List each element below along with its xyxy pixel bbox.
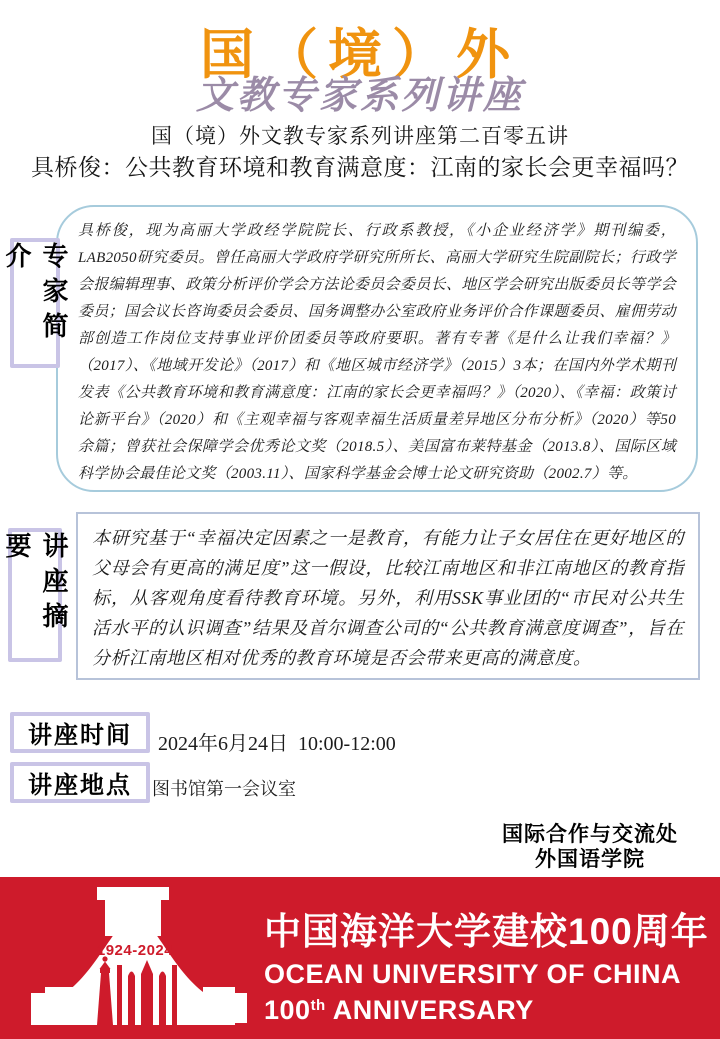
lecture-place-value: 图书馆第一会议室 (152, 779, 296, 799)
anniversary-word: ANNIVERSARY (325, 995, 534, 1025)
series-logo-title: 国（境）外 (200, 25, 520, 85)
organizer-line-2: 外国语学院 (535, 847, 645, 871)
organizers (455, 822, 720, 872)
abstract-box (76, 512, 700, 680)
series-logo-subtitle: 文教专家系列讲座 (195, 75, 524, 117)
banner-text-block (264, 911, 709, 1026)
expert-bio-box (56, 205, 698, 492)
expert-bio-text: 具桥俊，现为高丽大学政经学院院长、行政系教授，《小企业经济学》期刊编委，LAB2050研究委员。曾任高丽大学政府学研究所所长、高丽大学研究生院副院长；行政学会报编辑理事、政策分析评价学会方法论委员会委员长、地区学会研究出版委员长等学会委员；国会议长咨询委员会委员、国务调整办公室政府业务评价合作课题委员、雇佣劳动部创造工作岗位支持事业评价团委员等政府要职。著有专著《是什么让我们幸福？》（2017）、《地域开发论》（2017）和《地区城市经济学》（2015）3本；在国内外学术期刊发表《公共教育环境和教育满意度：江南的家长会更幸福吗？》（2020）、《幸福：政策讨论新平台》（2020）和《主观幸福与客观幸福生活质量差异地区分布分析》（2020）等50余篇；曾获社会保障学会优秀论文奖（2018.5）、美国富布莱特基金（2013.8）、国际区域科学协会最佳论文奖（2003.11）、国家科学基金会博士论文研究资助（2002.7）等。 (78, 223, 676, 482)
lecture-place-label: 讲座地点 (10, 762, 150, 803)
logo-years-text: 1924-2024 (96, 942, 174, 959)
university-building-logo-icon (25, 877, 255, 1039)
expert-section-label: 专家简介 (10, 238, 60, 368)
lecture-time-value: 2024年6月24日 10:00-12:00 (158, 733, 396, 755)
lecture-title: 具桥俊：公共教育环境和教育满意度：江南的家长会更幸福吗？ (31, 155, 689, 180)
banner-anniversary-line (264, 990, 709, 1026)
anniversary-ordinal-suffix: th (310, 997, 326, 1014)
banner-title-cn: 中国海洋大学建校100周年 (264, 911, 709, 952)
abstract-text: 本研究基于“幸福决定因素之一是教育，有能力让子女居住在更好地区的父母会有更高的满足度”这一假设，比较江南地区和非江南地区的教育指标，从客观角度看待教育环境。另外，利用SSK事业团的“市民对公共生活水平的认识调查”结果及首尔调查公司的“公共教育满意度调查”，旨在分析江南地区相对优秀的教育环境是否会带来更高的满意度。 (92, 528, 684, 668)
abstract-section-label: 讲座摘要 (8, 528, 62, 662)
lecture-series-number: 国（境）外文教专家系列讲座第二百零五讲 (151, 124, 569, 148)
banner-title-en: OCEAN UNIVERSITY OF CHINA (264, 959, 682, 989)
anniversary-number: 100 (264, 995, 311, 1025)
centennial-banner (0, 877, 720, 1039)
organizer-line-1: 国际合作与交流处 (502, 822, 678, 846)
lecture-time-label: 讲座时间 (10, 712, 150, 753)
